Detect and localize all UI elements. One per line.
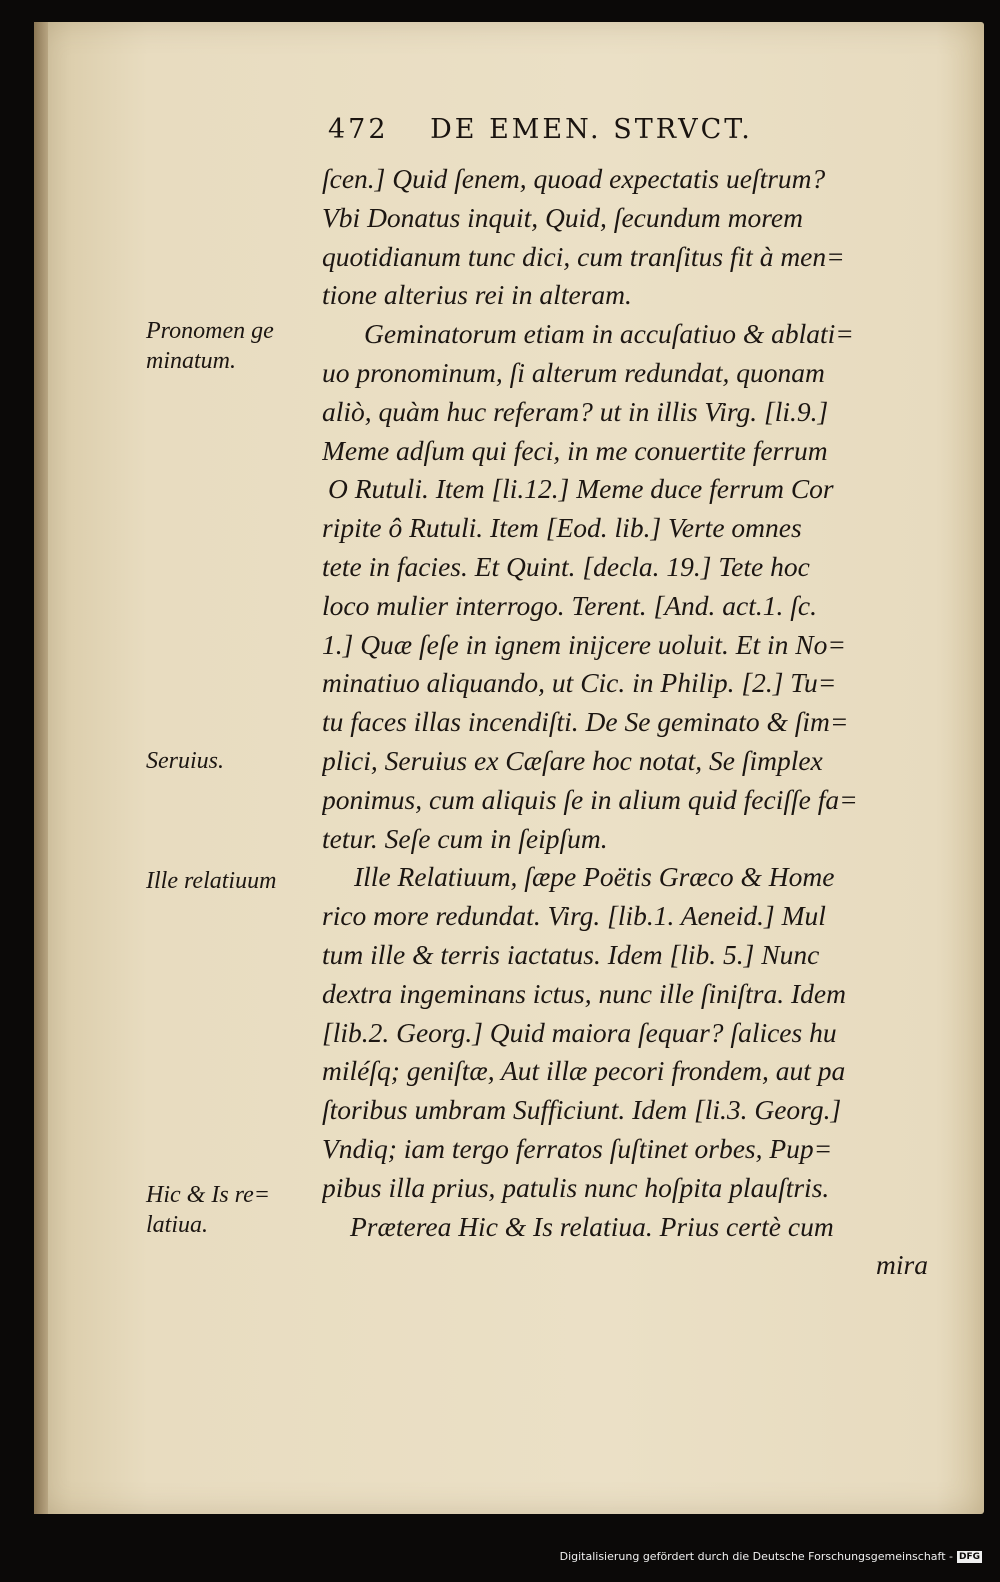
- text-line: Vndiq; iam tergo ferratos ſuſtinet orbes, Pup=: [322, 1132, 833, 1164]
- running-header: [328, 114, 928, 150]
- digitization-credit: [560, 1550, 982, 1563]
- text-line: pibus illa prius, patulis nunc hoſpita plauſtris.: [322, 1171, 830, 1203]
- text-line: Meme adſum qui feci, in me conuertite ferrum: [322, 434, 828, 466]
- marginal-note-line: latiua.: [146, 1212, 209, 1238]
- text-line: tione alterius rei in alteram.: [322, 279, 632, 311]
- text-line: plici, Seruius ex Cæſare hoc notat, Se ſimplex: [322, 744, 823, 776]
- text-line: aliò, quàm huc referam? ut in illis Virg. [li.9.]: [322, 395, 829, 427]
- text-line: loco mulier interrogo. Terent. [And. act.1. ſc.: [322, 589, 817, 621]
- text-line: ponimus, cum aliquis ſe in alium quid feciſſe fa=: [322, 783, 858, 815]
- book-spine: [34, 22, 48, 1514]
- text-line: dextra ingeminans ictus, nunc ille ſiniſtra. Idem: [322, 977, 846, 1009]
- text-line: 1.] Quæ ſeſe in ignem inijcere uoluit. Et in No=: [322, 628, 846, 660]
- marginal-note-line: Pronomen ge: [146, 318, 274, 344]
- page-number: 472: [328, 114, 389, 145]
- text-line: quotidianum tunc dici, cum tranſitus fit à men=: [322, 240, 845, 272]
- credit-text: Digitalisierung gefördert durch die Deutsche Forschungsgemeinschaft -: [559, 1550, 953, 1563]
- text-line: Præterea Hic & Is relatiua. Prius certè cum: [350, 1210, 834, 1242]
- dfg-logo-icon: DFG: [958, 1551, 980, 1562]
- text-line: uo pronominum, ſi alterum redundat, quonam: [322, 356, 825, 388]
- text-line: miléſq; geniſtæ, Aut illæ pecori frondem, aut pa: [322, 1055, 846, 1087]
- text-line: Geminatorum etiam in accuſatiuo & ablati=: [364, 318, 854, 350]
- text-line: tete in facies. Et Quint. [decla. 19.] Tete hoc: [322, 550, 810, 582]
- main-text-block: [322, 160, 928, 1285]
- text-line: ſtoribus umbram Sufficiunt. Idem [li.3. Georg.]: [322, 1094, 842, 1126]
- running-title: DE EMEN. STRVCT.: [430, 114, 753, 145]
- text-line: [lib.2. Georg.] Quid maiora ſequar? ſalices hu: [322, 1016, 837, 1048]
- marginal-note-ille: [146, 866, 312, 896]
- marginal-note-pronomen: [146, 316, 312, 376]
- text-line: tu faces illas incendiſti. De Se geminato & ſim=: [322, 706, 849, 738]
- text-line: Ille Relatiuum, ſæpe Poëtis Græco & Home: [354, 861, 835, 893]
- text-line: Vbi Donatus inquit, Quid, ſecundum morem: [322, 201, 803, 233]
- text-line: minatiuo aliquando, ut Cic. in Philip. [2.] Tu=: [322, 667, 837, 699]
- text-line: O Rutuli. Item [li.12.] Meme duce ferrum Cor: [328, 473, 834, 505]
- marginal-note-line: Ille relatiuum: [146, 868, 277, 894]
- text-line: tetur. Seſe cum in ſeipſum.: [322, 822, 608, 854]
- marginal-note-hic-is: [146, 1180, 312, 1240]
- marginal-note-seruius: [146, 746, 312, 776]
- text-line: rico more redundat. Virg. [lib.1. Aeneid.] Mul: [322, 900, 826, 932]
- text-line: ripite ô Rutuli. Item [Eod. lib.] Verte omnes: [322, 512, 802, 544]
- text-line: tum ille & terris iactatus. Idem [lib. 5.] Nunc: [322, 938, 820, 970]
- text-line: ſcen.] Quid ſenem, quoad expectatis ueſtrum?: [322, 163, 826, 194]
- marginal-note-line: minatum.: [146, 348, 236, 374]
- catchword: mira: [876, 1249, 928, 1281]
- marginal-note-line: Seruius.: [146, 748, 224, 774]
- marginal-note-line: Hic & Is re=: [146, 1182, 270, 1208]
